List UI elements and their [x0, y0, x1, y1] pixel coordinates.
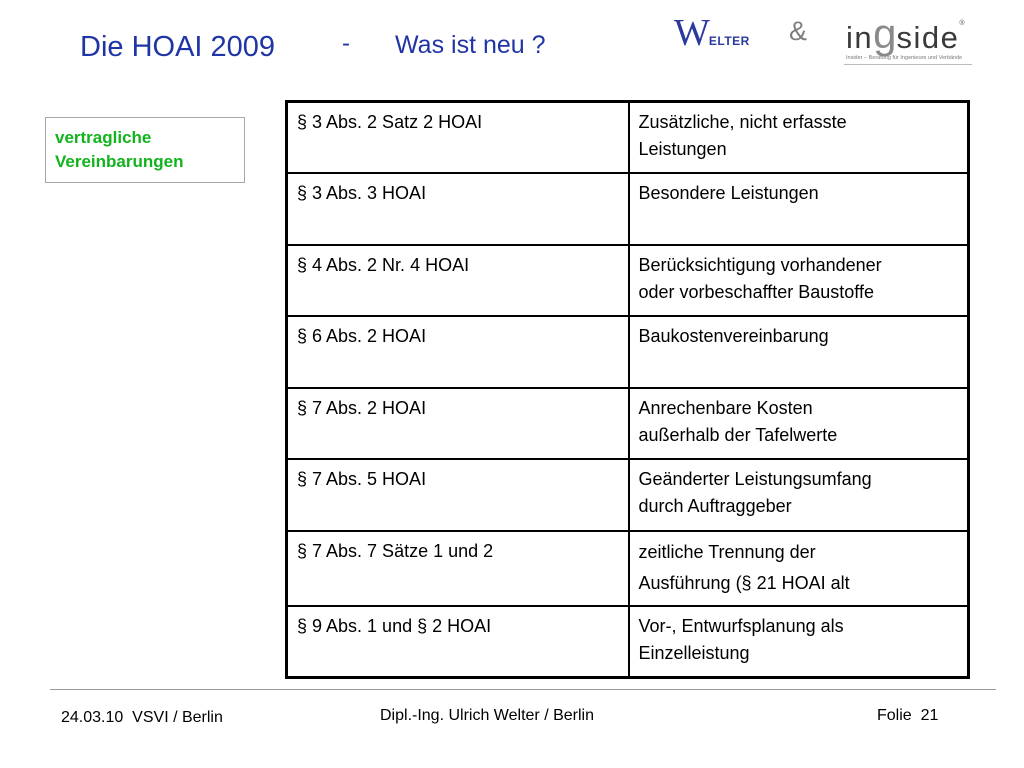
- regulation-reference: § 7 Abs. 5 HOAI: [287, 459, 629, 531]
- regulation-description: Geänderter Leistungsumfang durch Auftraggeber: [629, 459, 969, 531]
- section-label: vertragliche Vereinbarungen: [55, 128, 184, 171]
- welter-logo-rest: ELTER: [708, 34, 750, 48]
- regulation-reference: § 7 Abs. 7 Sätze 1 und 2: [287, 531, 629, 606]
- regulation-reference: § 4 Abs. 2 Nr. 4 HOAI: [287, 245, 629, 317]
- title-separator: -: [342, 30, 350, 57]
- footer-author: Dipl.-Ing. Ulrich Welter / Berlin: [380, 707, 594, 724]
- ingside-logo: [846, 10, 965, 58]
- regulation-description: Baukostenvereinbarung: [629, 316, 969, 388]
- footer-divider: [50, 689, 996, 690]
- table-row: [287, 459, 969, 531]
- welter-logo-initial: W: [674, 12, 710, 54]
- ingside-logo-part2: side: [896, 20, 960, 55]
- ingside-logo-g: g: [873, 10, 897, 57]
- footer-date-place: 24.03.10 VSVI / Berlin: [61, 709, 223, 726]
- ingside-tagline: Insider – Beratung für Ingenieure und Verbände: [846, 55, 963, 61]
- regulation-reference: § 9 Abs. 1 und § 2 HOAI: [287, 606, 629, 678]
- table-row: [287, 245, 969, 317]
- footer-slide-number: Folie 21: [877, 707, 939, 724]
- regulation-reference: § 7 Abs. 2 HOAI: [287, 388, 629, 460]
- table-row: [287, 606, 969, 678]
- regulations-table: [285, 100, 970, 679]
- title-main: Die HOAI 2009: [80, 31, 276, 63]
- registered-mark: ®: [959, 20, 965, 27]
- ingside-logo-part1: in: [846, 20, 874, 55]
- regulation-reference: § 6 Abs. 2 HOAI: [287, 316, 629, 388]
- table-row: [287, 388, 969, 460]
- regulation-description: Berücksichtigung vorhandener oder vorbeschaffter Baustoffe: [629, 245, 969, 317]
- regulation-description: Besondere Leistungen: [629, 173, 969, 245]
- regulation-description: Zusätzliche, nicht erfasste Leistungen: [629, 102, 969, 174]
- regulation-description: Vor-, Entwurfsplanung als Einzelleistung: [629, 606, 969, 678]
- regulation-reference: § 3 Abs. 2 Satz 2 HOAI: [287, 102, 629, 174]
- logo-ampersand: &: [789, 16, 808, 46]
- page-title: [80, 30, 546, 64]
- title-subtitle: Was ist neu ?: [395, 31, 546, 59]
- table-row: [287, 531, 969, 606]
- logo-divider: [844, 64, 972, 65]
- welter-logo: [674, 14, 750, 52]
- table-row: [287, 316, 969, 388]
- regulation-description: zeitliche Trennung der Ausführung (§ 21 HOAI alt: [629, 531, 969, 606]
- regulation-reference: § 3 Abs. 3 HOAI: [287, 173, 629, 245]
- table-row: [287, 102, 969, 174]
- regulation-description: Anrechenbare Kosten außerhalb der Tafelwerte: [629, 388, 969, 460]
- table-row: [287, 173, 969, 245]
- section-label-box: [45, 117, 245, 183]
